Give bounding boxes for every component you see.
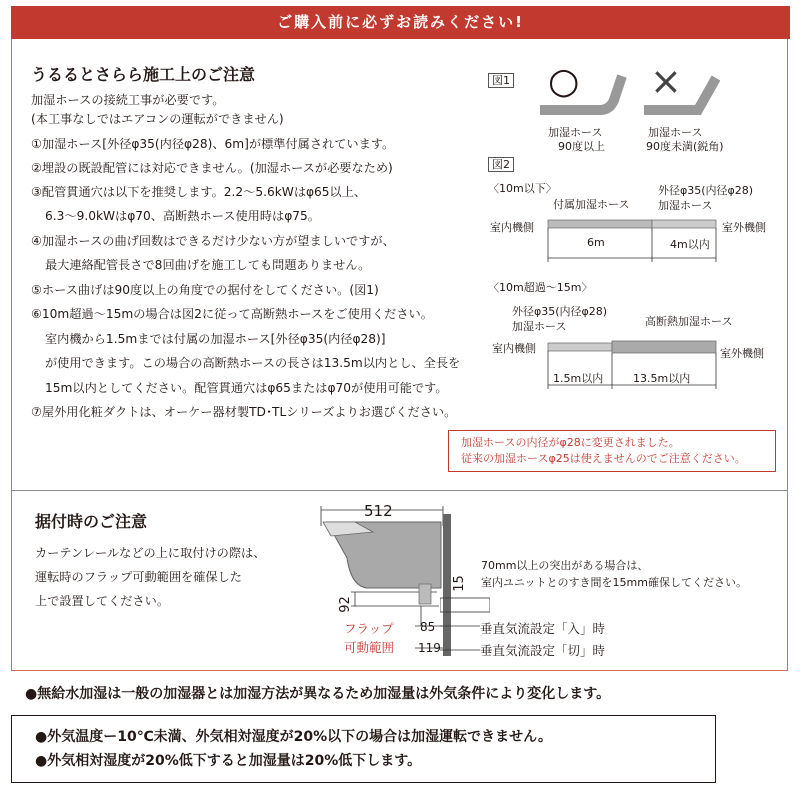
install-line: ④加湿ホースの曲げ回数はできるだけ少ない方が望ましいですが、 bbox=[31, 234, 395, 248]
case-a-hose-a: 付属加湿ホース bbox=[553, 198, 630, 211]
notice-banner: ご購入前に必ずお読みください! bbox=[11, 6, 790, 39]
mount-line: 運転時のフラップ可動範囲を確保した bbox=[35, 570, 242, 584]
case-a-hose-b-spec: 外径φ35(内径φ28) bbox=[658, 184, 754, 197]
label-119: 垂直気流設定「切」時 bbox=[480, 643, 606, 658]
clearance-note: 70mm以上の突出がある場合は、 bbox=[481, 559, 649, 572]
case-a-outdoor: 室外機側 bbox=[722, 221, 766, 234]
install-line: ③配管貫通穴は以下を推奨します。2.2〜5.6kWはφ65以上、 bbox=[31, 185, 367, 199]
ok-mark: ○ bbox=[548, 61, 580, 102]
ng-mark: × bbox=[650, 59, 682, 103]
mount-title: 据付時のご注意 bbox=[35, 512, 148, 531]
dim-119: 119 bbox=[418, 641, 441, 655]
case-a-hose-b: 加湿ホース bbox=[658, 199, 713, 212]
case-b-hose-a: 加湿ホース bbox=[512, 320, 567, 333]
flap-range-label: フラップ bbox=[344, 621, 394, 636]
install-line: ②埋設の既設配管には対応できません。(加湿ホースが必要なため) bbox=[31, 161, 393, 175]
fig1-ng-caption: 加湿ホース bbox=[648, 126, 703, 139]
install-line: が使用できます。この場合の高断熱ホースの長さは13.5m以内とし、全長を bbox=[45, 356, 461, 370]
height-dimension: 92 bbox=[337, 596, 353, 613]
clearance-note: 室内ユニットとのすき間を15mm確保してください。 bbox=[481, 576, 747, 589]
case-b-len2: 13.5m以内 bbox=[633, 372, 691, 385]
install-line: ⑥10m超過〜15mの場合は図2に従って高断熱ホースをご使用ください。 bbox=[31, 307, 433, 321]
install-line: 加湿ホースの接続工事が必要です。 bbox=[31, 93, 225, 107]
mount-line: 上で設置してください。 bbox=[35, 594, 170, 608]
case-b-outdoor: 室外機側 bbox=[720, 347, 764, 360]
install-line: (本工事なしではエアコンの運転ができません) bbox=[31, 112, 284, 126]
install-line: ①加湿ホース[外径φ35(内径φ28)、6m]が標準付属されています。 bbox=[31, 137, 395, 151]
fig1-ng-caption: 90度未満(鋭角) bbox=[646, 140, 724, 153]
install-line: 6.3〜9.0kWはφ70、高断熱ホース使用時はφ75。 bbox=[45, 209, 320, 223]
width-dimension: 512 bbox=[364, 502, 393, 520]
case-b-len1: 1.5m以内 bbox=[553, 372, 604, 385]
install-line: 室内機から1.5mまでは付属の加湿ホース[外径φ35(内径φ28)] bbox=[45, 332, 386, 346]
notice-line: 従来の加湿ホースφ25は使えませんのでご注意ください。 bbox=[461, 452, 746, 465]
case-a-title: 〈10m以下〉 bbox=[488, 182, 557, 195]
condition-line: ●外気相対湿度が20%低下すると加湿量は20%低下します。 bbox=[35, 753, 422, 769]
install-line: 最大連絡配管長さで8回曲げを施工しても問題ありません。 bbox=[45, 258, 371, 272]
label-85: 垂直気流設定「入」時 bbox=[480, 621, 606, 636]
condition-box bbox=[11, 715, 716, 783]
case-b-hose-a-spec: 外径φ35(内径φ28) bbox=[512, 305, 608, 318]
install-line: ⑦屋外用化粧ダクトは、オーケー器材製TD･TLシリーズよりお選びください。 bbox=[31, 405, 457, 419]
install-line: ⑤ホース曲げは90度以上の角度での据付をしてください。(図1) bbox=[31, 283, 379, 297]
hose-change-notice bbox=[448, 430, 776, 472]
notice-line: 加湿ホースの内径がφ28に変更されました。 bbox=[461, 436, 680, 449]
humidification-note: ●無給水加湿は一般の加湿器とは加湿方法が異なるため加湿量は外気条件により変化します。 bbox=[25, 686, 611, 702]
flap-range-label: 可動範囲 bbox=[344, 640, 395, 655]
fig1-ok-caption: 加湿ホース bbox=[548, 126, 603, 139]
case-b-indoor: 室内機側 bbox=[492, 342, 536, 355]
case-b-title: 〈10m超過〜15m〉 bbox=[488, 281, 593, 294]
dim-85: 85 bbox=[420, 620, 436, 634]
install-line: 15m以内としてください。配管貫通穴はφ65またはφ70が使用可能です。 bbox=[45, 381, 448, 395]
gap-dimension: 15 bbox=[451, 575, 467, 592]
condition-line: ●外気温度ー10℃未満、外気相対湿度が20%以下の場合は加湿運転できません。 bbox=[35, 729, 552, 745]
figure2-label: 図2 bbox=[488, 157, 514, 172]
install-title: うるるとさらら施工上のご注意 bbox=[31, 65, 256, 84]
case-a-len1: 6m bbox=[587, 236, 605, 249]
figure1-label: 図1 bbox=[488, 73, 514, 88]
case-a-len2: 4m以内 bbox=[670, 238, 710, 251]
fig1-ok-caption: 90度以上 bbox=[558, 140, 605, 153]
case-a-indoor: 室内機側 bbox=[490, 221, 534, 234]
case-b-hose-b: 高断熱加湿ホース bbox=[645, 315, 733, 328]
section-divider bbox=[12, 490, 788, 491]
mount-line: カーテンレールなどの上に取付けの際は、 bbox=[35, 546, 266, 560]
